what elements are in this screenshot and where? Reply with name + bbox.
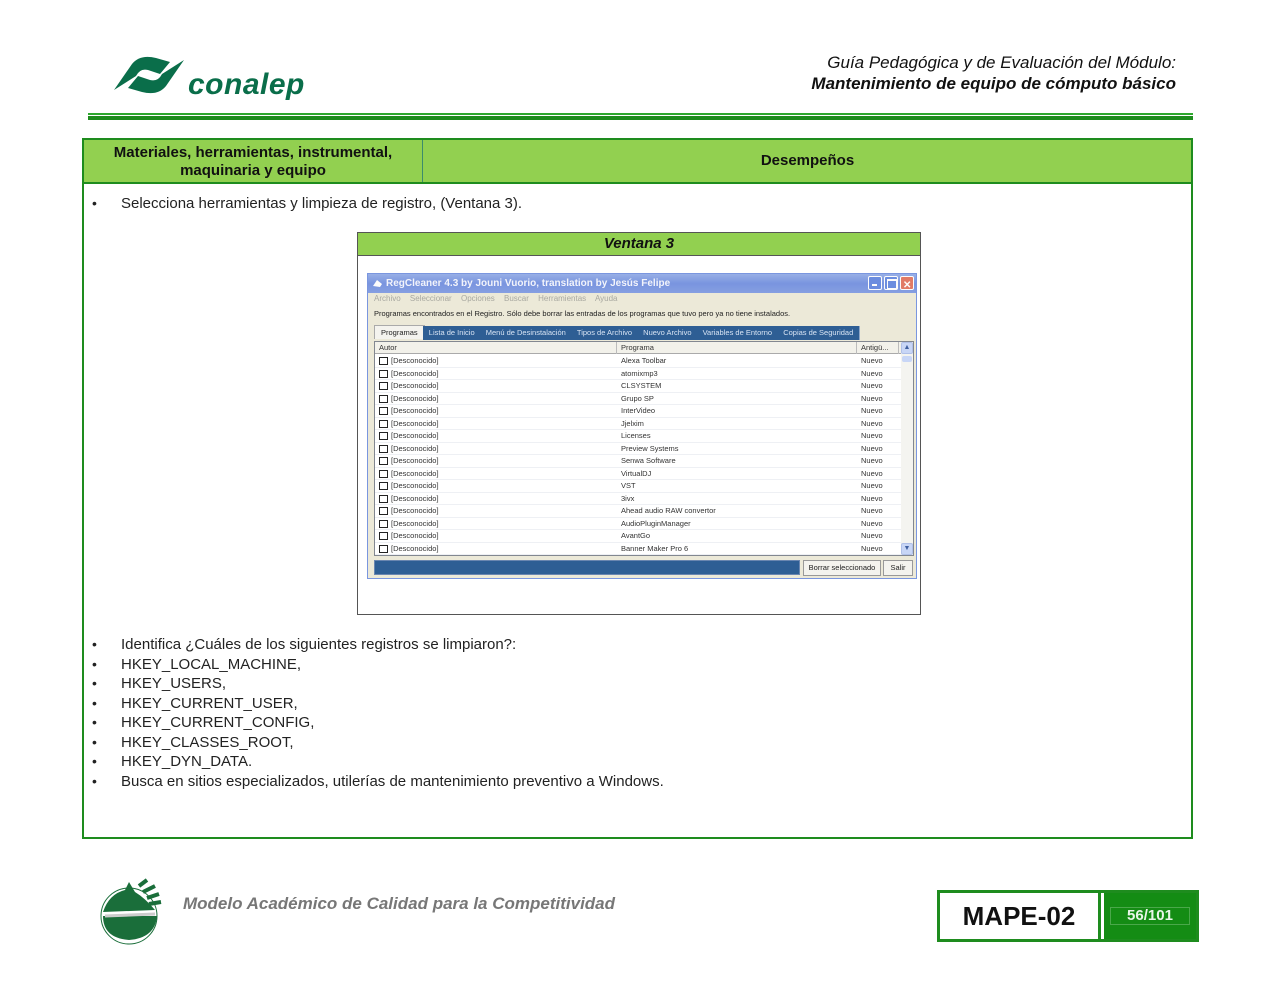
footer-slogan: Modelo Académico de Calidad para la Competitividad — [183, 894, 616, 913]
window-message: Programas encontrados en el Registro. Sólo debe borrar las entradas de los programas que tuvo pero ya no tiene instalados. — [374, 309, 791, 318]
cell-programa: Grupo SP — [621, 393, 654, 403]
row-checkbox[interactable] — [379, 482, 388, 490]
cell-autor: [Desconocido] — [391, 356, 439, 365]
window-tabs — [374, 325, 856, 339]
row-checkbox[interactable] — [379, 457, 388, 465]
menu-buscar[interactable]: Buscar — [504, 294, 529, 303]
conalep-emblem-icon — [112, 52, 186, 100]
document-code-box — [937, 890, 1199, 942]
list-item: • Busca en sitios especializados, utilerías de mantenimiento preventivo a Windows. — [84, 772, 1191, 792]
cell-autor: [Desconocido] — [391, 431, 439, 440]
cell-autor: [Desconocido] — [391, 406, 439, 415]
cell-programa: VirtualDJ — [621, 468, 652, 478]
row-checkbox[interactable] — [379, 432, 388, 440]
table-row[interactable] — [375, 468, 903, 481]
cell-programa: Jjelxim — [621, 418, 644, 428]
row-checkbox[interactable] — [379, 545, 388, 553]
list-item: • HKEY_CLASSES_ROOT, — [84, 733, 1191, 753]
row-checkbox[interactable] — [379, 382, 388, 390]
cell-programa: Alexa Toolbar — [621, 356, 667, 365]
header-materiales: Materiales, herramientas, instrumental, maquinaria y equipo — [84, 140, 423, 182]
cell-autor: [Desconocido] — [391, 418, 439, 428]
scroll-thumb[interactable] — [902, 356, 912, 362]
row-checkbox[interactable] — [379, 470, 388, 478]
exit-button[interactable]: Salir — [883, 560, 913, 576]
cell-programa: Senwa Software — [621, 456, 676, 465]
list-item: • Identifica ¿Cuáles de los siguientes registros se limpiaron?: — [84, 635, 1191, 655]
cell-antiguedad: Nuevo — [861, 418, 883, 428]
cell-programa: atomixmp3 — [621, 368, 658, 378]
minimize-icon[interactable] — [868, 276, 882, 290]
column-antiguedad[interactable]: Antigü... — [857, 342, 899, 354]
list-item: • HKEY_DYN_DATA. — [84, 752, 1191, 772]
cell-antiguedad: Nuevo — [861, 456, 883, 465]
menu-archivo[interactable]: Archivo — [374, 294, 401, 303]
cell-autor: [Desconocido] — [391, 518, 439, 528]
figure-ventana-3 — [357, 232, 921, 615]
table-row[interactable] — [375, 405, 903, 418]
cell-programa: CLSYSTEM — [621, 381, 662, 390]
cell-autor: [Desconocido] — [391, 531, 439, 540]
tab-programas[interactable]: Programas — [374, 325, 425, 339]
cell-antiguedad: Nuevo — [861, 543, 883, 553]
cell-programa: AudioPluginManager — [621, 518, 691, 528]
page-number-box — [1104, 893, 1196, 939]
document-title — [811, 52, 1176, 94]
cell-antiguedad: Nuevo — [861, 493, 883, 503]
table-row[interactable] — [375, 443, 903, 456]
cell-antiguedad: Nuevo — [861, 368, 883, 378]
row-checkbox[interactable] — [379, 445, 388, 453]
table-row[interactable] — [375, 418, 903, 431]
menu-ayuda[interactable]: Ayuda — [594, 294, 618, 303]
cell-autor: [Desconocido] — [391, 456, 439, 465]
document-code: MAPE-02 — [940, 893, 1101, 939]
list-item: • HKEY_CURRENT_USER, — [84, 694, 1191, 714]
cell-autor: [Desconocido] — [391, 368, 439, 378]
table-row[interactable] — [375, 505, 903, 518]
table-row[interactable] — [375, 355, 903, 368]
quality-seal-icon — [95, 876, 165, 946]
cell-antiguedad: Nuevo — [861, 443, 883, 453]
list-item: • Selecciona herramientas y limpieza de registro, (Ventana 3). — [84, 194, 1191, 214]
cell-autor: [Desconocido] — [391, 468, 439, 478]
menu-herramientas[interactable]: Herramientas — [538, 294, 587, 303]
cell-antiguedad: Nuevo — [861, 518, 883, 528]
cell-autor: [Desconocido] — [391, 481, 439, 490]
column-autor[interactable]: Autor — [375, 342, 617, 354]
modelo-academico-logo — [95, 876, 165, 946]
cell-antiguedad: Nuevo — [861, 406, 883, 415]
window-menubar — [374, 294, 624, 303]
app-icon — [372, 278, 383, 288]
tab-copias-de-seguridad[interactable]: Copias de Seguridad — [777, 326, 860, 340]
delete-selected-button[interactable]: Borrar seleccionado — [803, 560, 881, 576]
menu-opciones[interactable]: Opciones — [460, 294, 495, 303]
cell-autor: [Desconocido] — [391, 506, 439, 515]
row-checkbox[interactable] — [379, 407, 388, 415]
table-row[interactable] — [375, 455, 903, 468]
content-table — [82, 138, 1193, 839]
row-checkbox[interactable] — [379, 395, 388, 403]
cell-programa: VST — [621, 481, 636, 490]
row-checkbox[interactable] — [379, 520, 388, 528]
window-titlebar — [368, 274, 916, 293]
cell-antiguedad: Nuevo — [861, 356, 883, 365]
window-title: RegCleaner 4.3 by Jouni Vuorio, translation by Jesús Felipe — [386, 278, 671, 289]
cell-antiguedad: Nuevo — [861, 381, 883, 390]
tab-nuevo-archivo[interactable]: Nuevo Archivo — [637, 326, 698, 340]
table-row[interactable] — [375, 368, 903, 381]
cell-autor: [Desconocido] — [391, 443, 439, 453]
cell-antiguedad: Nuevo — [861, 506, 883, 515]
progress-bar — [374, 560, 800, 575]
cell-programa: Preview Systems — [621, 443, 679, 453]
tab-menu-de-desinstalacion[interactable]: Menú de Desinstalación — [480, 326, 573, 340]
cell-antiguedad: Nuevo — [861, 481, 883, 490]
table-row[interactable] — [375, 543, 903, 556]
cell-programa: 3ivx — [621, 493, 635, 503]
table-row[interactable] — [375, 518, 903, 531]
table-row[interactable] — [375, 380, 903, 393]
header-divider — [88, 113, 1193, 120]
cell-programa: Banner Maker Pro 6 — [621, 543, 689, 553]
table-row[interactable] — [375, 530, 903, 543]
tab-tipos-de-archivo[interactable]: Tipos de Archivo — [571, 326, 639, 340]
brand-name: conalep — [188, 68, 305, 101]
tab-lista-de-inicio[interactable]: Lista de Inicio — [423, 326, 482, 340]
cell-autor: [Desconocido] — [391, 393, 439, 403]
cell-programa: Ahead audio RAW convertor — [621, 506, 716, 515]
cell-autor: [Desconocido] — [391, 381, 439, 390]
table-row[interactable] — [375, 493, 903, 506]
table-row[interactable] — [375, 393, 903, 406]
cell-programa: Licenses — [621, 431, 651, 440]
tab-variables-de-entorno[interactable]: Variables de Entorno — [697, 326, 780, 340]
cell-programa: InterVideo — [621, 406, 656, 415]
list-item: • HKEY_CURRENT_CONFIG, — [84, 713, 1191, 733]
vertical-scrollbar[interactable] — [901, 342, 913, 555]
list-item: • HKEY_USERS, — [84, 674, 1191, 694]
table-row[interactable] — [375, 430, 903, 443]
cell-antiguedad: Nuevo — [861, 468, 883, 478]
guide-title: Guía Pedagógica y de Evaluación del Módulo: — [827, 53, 1176, 72]
row-checkbox[interactable] — [379, 357, 388, 365]
regcleaner-window-screenshot — [367, 273, 917, 579]
figure-title: Ventana 3 — [358, 233, 920, 256]
cell-autor: [Desconocido] — [391, 543, 439, 553]
cell-antiguedad: Nuevo — [861, 393, 883, 403]
module-title: Mantenimiento de equipo de cómputo básico — [811, 74, 1176, 93]
conalep-logo — [112, 50, 312, 106]
row-checkbox[interactable] — [379, 507, 388, 515]
row-checkbox[interactable] — [379, 532, 388, 540]
list-header — [375, 342, 903, 354]
row-checkbox[interactable] — [379, 420, 388, 428]
table-row[interactable] — [375, 480, 903, 493]
menu-seleccionar[interactable]: Seleccionar — [409, 294, 452, 303]
cell-antiguedad: Nuevo — [861, 531, 883, 540]
row-checkbox[interactable] — [379, 370, 388, 378]
maximize-icon[interactable] — [884, 276, 898, 290]
programs-list — [374, 341, 914, 556]
bullet-list-bottom — [84, 635, 1191, 791]
row-checkbox[interactable] — [379, 495, 388, 503]
header-desempenos: Desempeños — [760, 152, 855, 169]
scroll-down-icon[interactable]: ▼ — [901, 543, 913, 555]
scroll-up-icon[interactable]: ▲ — [901, 342, 913, 354]
page-number: 56/101 — [1127, 907, 1173, 924]
cell-antiguedad: Nuevo — [861, 431, 883, 440]
cell-autor: [Desconocido] — [391, 493, 439, 503]
bullet-list-top — [84, 194, 1191, 214]
table-header — [84, 140, 1191, 184]
close-icon[interactable] — [900, 276, 914, 290]
cell-programa: AvantGo — [621, 531, 651, 540]
column-programa[interactable]: Programa — [617, 342, 857, 354]
list-item: • HKEY_LOCAL_MACHINE, — [84, 655, 1191, 675]
